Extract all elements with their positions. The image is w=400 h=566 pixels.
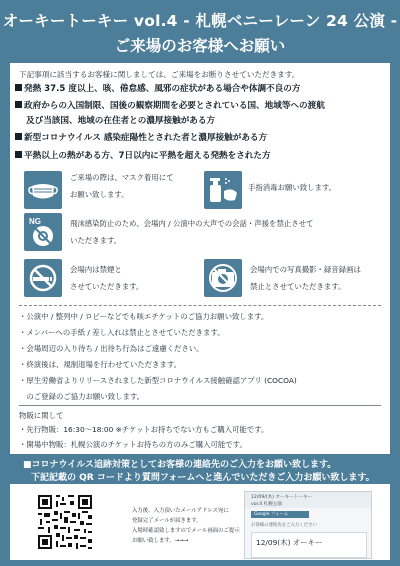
form-preview-note: お客様の連絡先をご入力ください <box>251 523 317 528</box>
criterion-text: 平熱以上の熱がある方、7日以内に平熱を超える発熱をされた方 <box>24 151 271 161</box>
no-talking-text <box>70 215 313 249</box>
criterion-item <box>15 82 300 94</box>
form-preview-subtitle: vol.4 札幌公演 <box>251 502 283 507</box>
form-preview-title: 12/09/(木) オーキートーキー <box>251 495 313 500</box>
sanitizer-text: 手指消毒お願い致します。 <box>248 183 337 192</box>
form-preview-screenshot <box>244 491 372 559</box>
no-talking-text-line: 飛沫感染防止のため、会場内 / 公演中の大声での会話・声援を禁止させて <box>70 219 314 228</box>
criterion-item <box>15 149 271 161</box>
tracking-banner <box>10 454 390 484</box>
form-instruction-line: お願い致します。→→→ <box>132 538 189 544</box>
mask-text <box>70 169 173 203</box>
tracking-line: 下記記載の QR コードより質問フォームへと進んでいただきご入力お願い致します。 <box>31 473 375 483</box>
page-title: オーキートーキー vol.4 - 札幌ベニーレーン 24 公演 - <box>2 12 398 30</box>
list-item: ・メンバーへの手紙 / 差し入れは禁止とさせていただきます。 <box>19 328 225 337</box>
criterion-text: 及び当該国、地域の在住者との濃厚接触がある方 <box>26 116 216 126</box>
tracking-line: ■コロナウイルス追跡対策としてお客様の連絡先のご入力をお願い致します。 <box>23 460 337 470</box>
no-camera-text-line: 禁止とさせていただきます。 <box>250 282 346 291</box>
no-smoking-text-line: させていただきます。 <box>70 282 144 291</box>
form-instruction-line: 入場時確認致しますのでメール画面のご提示 <box>132 528 240 534</box>
list-item: ・終演後は、規制退場を行わせていただきます。 <box>19 360 182 369</box>
list-item: のご登録のご協力お願い致します。 <box>19 392 145 401</box>
bullet-square-icon <box>15 133 22 140</box>
no-camera-text-line: 会場内での写真撮影・録音録画は <box>250 265 361 274</box>
page-header <box>0 0 400 58</box>
list-item: ・会場周辺の入り待ち / 出待ち行為はご遠慮ください。 <box>19 344 204 353</box>
no-camera-icon <box>204 259 242 297</box>
list-item: ・公演中 / 整列中 / ロビーなどでも咳エチケットのご協力お願い致します。 <box>19 312 269 321</box>
form-instruction-line: 登録完了メールが届きます。 <box>132 518 202 524</box>
criterion-item <box>26 114 215 126</box>
criterion-text: 発熱 37.5 度以上、咳、倦怠感、風邪の症状がある場合や体調不良の方 <box>24 84 301 94</box>
list-item: ・厚生労働省よりリリースされました新型コロナウイルス接触確認アプリ (COCOA) <box>19 376 297 385</box>
form-preview-date: 12/09(木) オーキー <box>256 538 323 547</box>
intro-text: 下記事項に該当するお客様に関しましては、ご来場をお断りさせていただきます。 <box>19 70 300 79</box>
no-smoking-icon <box>24 259 62 297</box>
qr-code[interactable] <box>36 493 94 551</box>
content-panel <box>10 63 390 560</box>
mask-text-line: ご来場の際は、マスク着用にて <box>70 173 174 182</box>
merch-item: ・先行物販：16:30～18:00 ※チケットお持ちでない方もご購入可能です。 <box>19 425 269 434</box>
no-talking-icon <box>24 213 62 251</box>
form-instructions <box>132 506 240 546</box>
merch-item: ・開場中物販：札幌公演のチケットお持ちの方のみご購入可能です。 <box>19 440 247 449</box>
divider <box>19 405 381 406</box>
bullet-square-icon <box>15 84 22 91</box>
bullet-square-icon <box>15 101 22 108</box>
merch-title: 物販に関して <box>19 411 64 420</box>
no-smoking-text-line: 会場内は禁煙と <box>70 265 122 274</box>
no-smoking-text <box>70 261 143 295</box>
mask-icon <box>24 171 62 209</box>
no-talking-text-line: いただきます。 <box>70 236 122 245</box>
form-preview-header <box>245 492 371 508</box>
criterion-text: 政府からの入国制限、国後の観察期間を必要とされている国、地域等への渡航 <box>24 101 325 111</box>
page-subtitle: ご来場のお客様へお願い <box>114 37 286 55</box>
criterion-text: 新型コロナウイルス 感染症陽性とされた者と濃厚接触がある方 <box>24 133 268 143</box>
form-instruction-line: 入力後、入力頂いたメールアドレス宛に <box>132 508 229 514</box>
form-preview-card <box>251 532 367 558</box>
ng-badge-label: NG <box>29 217 41 226</box>
bullet-square-icon <box>15 151 22 158</box>
no-camera-text <box>250 261 361 295</box>
form-preview-brand: Google フォーム <box>251 511 309 518</box>
mask-text-line: お願い致します。 <box>70 190 129 199</box>
criterion-item <box>15 99 325 111</box>
divider <box>19 305 381 306</box>
hand-sanitizer-icon <box>204 171 242 209</box>
criterion-item <box>15 131 267 143</box>
